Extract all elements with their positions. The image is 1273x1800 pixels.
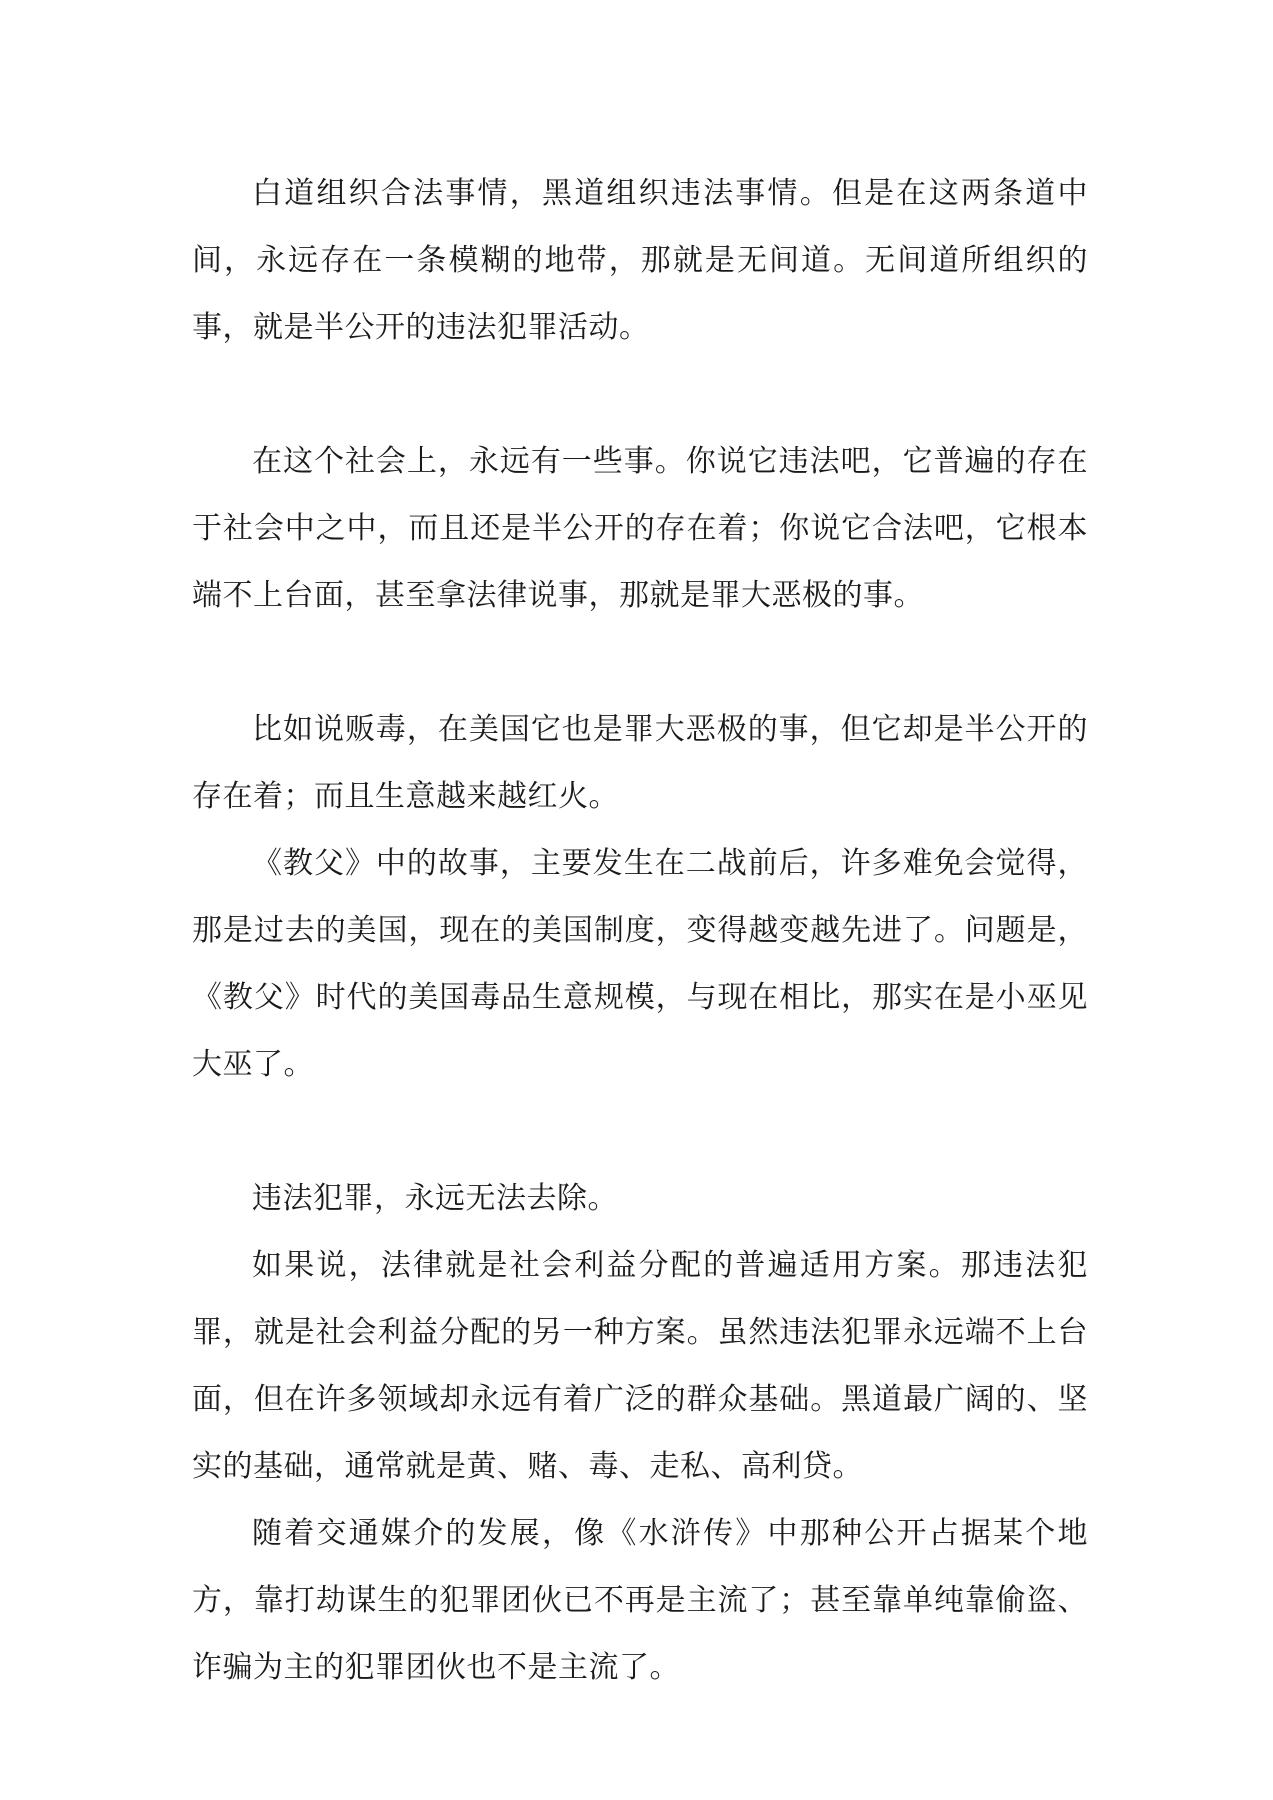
paragraph-gap <box>192 1098 1088 1165</box>
paragraph-7: 随着交通媒介的发展，像《水浒传》中那种公开占据某个地方，靠打劫谋生的犯罪团伙已不再是主流了；甚至靠单纯靠偷盗、诈骗为主的犯罪团伙也不是主流了。 <box>192 1516 1088 1685</box>
paragraph-2: 在这个社会上，永远有一些事。你说它违法吧，它普遍的存在于社会中之中，而且还是半公开的存在着；你说它合法吧，它根本端不上台面，甚至拿法律说事，那就是罪大恶极的事。 <box>192 444 1088 613</box>
paragraph-4: 《教父》中的故事，主要发生在二战前后，许多难免会觉得，那是过去的美国，现在的美国制度，变得越变越先进了。问题是，《教父》时代的美国毒品生意规模，与现在相比，那实在是小巫见大巫了。 <box>192 846 1088 1082</box>
paragraph-1: 白道组织合法事情，黑道组织违法事情。但是在这两条道中间，永远存在一条模糊的地带，那就是无间道。无间道所组织的事，就是半公开的违法犯罪活动。 <box>192 176 1088 345</box>
paragraph-gap <box>192 629 1088 696</box>
paragraph-5: 违法犯罪，永远无法去除。 <box>252 1181 618 1216</box>
paragraph-6: 如果说，法律就是社会利益分配的普遍适用方案。那违法犯罪，就是社会利益分配的另一种方案。虽然违法犯罪永远端不上台面，但在许多领域却永远有着广泛的群众基础。黑道最广阔的、坚实的基础，通常就是黄、赌、毒、走私、高利贷。 <box>192 1248 1088 1484</box>
paragraph-3: 比如说贩毒，在美国它也是罪大恶极的事，但它却是半公开的存在着；而且生意越来越红火。 <box>192 712 1088 814</box>
paragraph-gap <box>192 361 1088 428</box>
document-page <box>192 160 1088 1701</box>
